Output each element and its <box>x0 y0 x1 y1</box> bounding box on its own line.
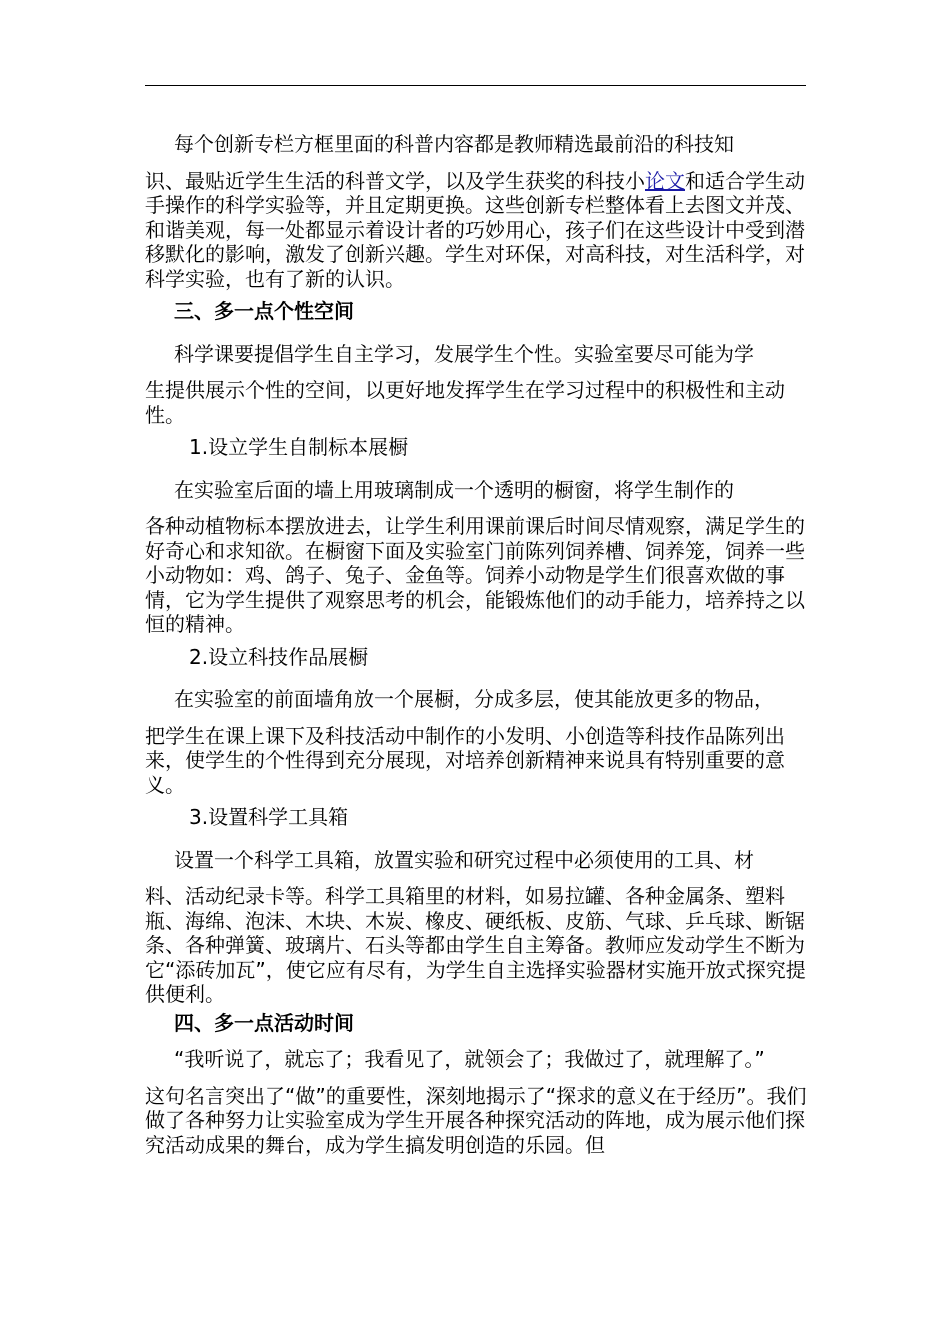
header-rule <box>145 85 806 86</box>
paragraph-first-line: 每个创新专栏方框里面的科普内容都是教师精选最前沿的科技知 <box>174 132 734 156</box>
paragraph-first-line: 设置一个科学工具箱，放置实验和研究过程中必须使用的工具、材 <box>174 847 754 872</box>
paragraph-first-line: 在实验室的前面墙角放一个展橱，分成多层，使其能放更多的物品， <box>174 687 774 711</box>
section-heading-personality-space: 三、多一点个性空间 <box>174 299 354 323</box>
paragraph-activity-time <box>145 1047 810 1157</box>
paper-link[interactable]: 论文 <box>645 168 685 193</box>
paragraph-science-toolbox <box>145 848 810 1007</box>
paragraph-text: 生提供展示个性的空间，以更好地发挥学生在学习过程中的积极性和主动性。 <box>145 378 785 427</box>
paragraph-text: 这句名言突出了“做”的重要性，深刻地揭示了“探求的意义在于经历”。我们做了各种努力让实验室成为学生开展各种探究活动的阵地，成为展示他们探究活动成果的舞台，成为学生搞发明创造的乐园。但 <box>145 1083 807 1157</box>
paragraph-personality <box>145 342 810 428</box>
paragraph-first-line: “我听说了，就忘了；我看见了，就领会了；我做过了，就理解了。” <box>174 1047 765 1071</box>
paragraph-innovation-column <box>145 132 810 291</box>
paragraph-text: 把学生在课上课下及科技活动中制作的小发明、小创造等科技作品陈列出来，使学生的个性得到充分展现，对培养创新精神来说具有特别重要的意义。 <box>145 723 785 797</box>
subheading-specimen-cabinet: 1.设立学生自制标本展橱 <box>189 435 409 459</box>
paragraph-first-line: 科学课要提倡学生自主学习，发展学生个性。实验室要尽可能为学 <box>174 341 754 366</box>
paragraph-tech-works-cabinet <box>145 687 810 797</box>
paragraph-text: 料、活动纪录卡等。科学工具箱里的材料，如易拉罐、各种金属条、塑料瓶、海绵、泡沫、木块、木炭、橡皮、硬纸板、皮筋、气球、乒乓球、断锯条、各种弹簧、玻璃片、石头等都由学生自主筹备。教师应发动学生不断为它“添砖加瓦”，使它应有尽有，为学生自主选择实验器材实施开放式探究提供便利。 <box>145 884 806 1006</box>
subheading-science-toolbox: 3.设置科学工具箱 <box>189 805 349 829</box>
document-body <box>145 132 810 1157</box>
section-heading-activity-time: 四、多一点活动时间 <box>174 1010 354 1035</box>
paragraph-first-line: 在实验室后面的墙上用玻璃制成一个透明的橱窗，将学生制作的 <box>174 477 734 502</box>
paragraph-text-part: 识、最贴近学生生活的科普文学，以及学生获奖的科技小 <box>145 168 645 193</box>
paragraph-specimen-cabinet <box>145 478 810 637</box>
paragraph-text <box>145 169 810 292</box>
subheading-tech-works-cabinet: 2.设立科技作品展橱 <box>189 644 369 669</box>
paragraph-text: 各种动植物标本摆放进去，让学生利用课前课后时间尽情观察，满足学生的好奇心和求知欲。在橱窗下面及实验室门前陈列饲养槽、饲养笼，饲养一些小动物如：鸡、鸽子、兔子、金鱼等。饲养小动物是学生们很喜欢做的事情，它为学生提供了观察思考的机会，能锻炼他们的动手能力，培养持之以恒的精神。 <box>145 514 805 636</box>
paragraph-text-part: 和适合学生动手操作的科学实验等，并且定期更换。这些创新专栏整体看上去图文并茂、和谐美观，每一处都显示着设计者的巧妙用心，孩子们在这些设计中受到潜移默化的影响，激发了创新兴趣。学生对环保，对高科技，对生活科学，对科学实验，也有了新的认识。 <box>145 168 805 291</box>
